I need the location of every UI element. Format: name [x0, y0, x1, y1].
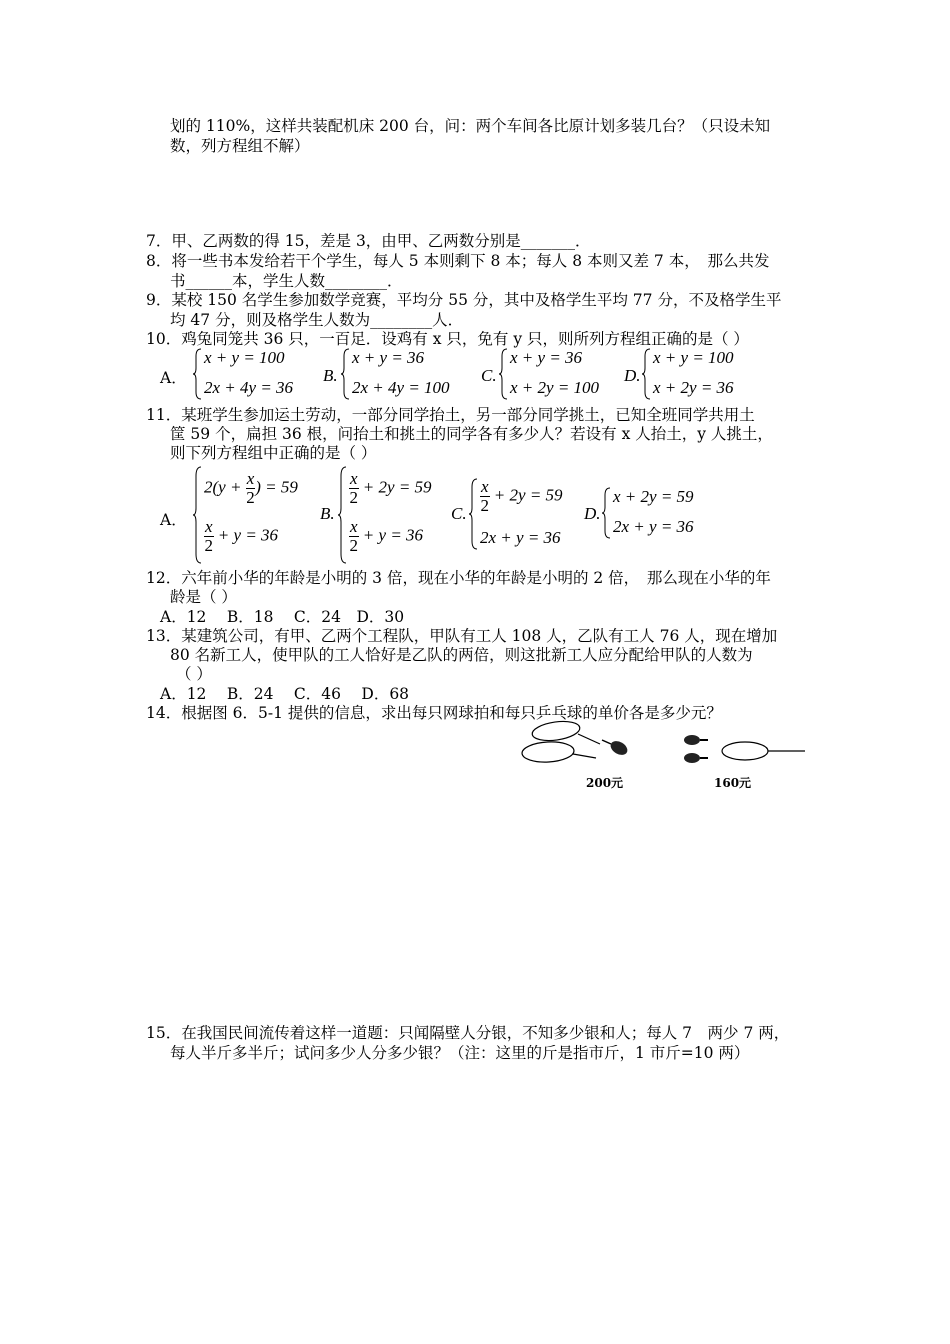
q11-d-eq1: x + 2y = 59: [613, 487, 694, 506]
racket-illustration: [518, 718, 810, 774]
q11-c-system: $\frac{x}{2}$ + 2y = 59 2x + y = 36: [468, 478, 588, 550]
q15-line1: 15．在我国民间流传着这样一道题：只闻隔壁人分银，不知多少银和人；每人 7 两少 7 两，: [146, 1024, 790, 1042]
q11-a-label: A．: [160, 511, 187, 529]
q10-b-system: [340, 348, 470, 400]
q13-options: A．12 B．24 C．46 D．68: [160, 685, 410, 703]
q6-line1: 划的 110%，这样共装配机床 200 台，问：两个车间各比原计划多装几台？（只设未知: [170, 117, 771, 135]
q15-line2: 每人半斤多半斤；试问多少人分多少银？（注：这里的斤是指市斤，1 市斤=10 两）: [170, 1044, 750, 1062]
brace-icon: [468, 478, 478, 550]
brace-icon: [498, 348, 508, 400]
q11-b-label: B.: [320, 504, 335, 523]
q8-line1: 8．将一些书本发给若干个学生，每人 5 本则剩下 8 本；每人 8 本则又差 7 本， 那么共发: [146, 252, 770, 270]
q8-line2: 书______本，学生人数________．: [170, 272, 403, 290]
q11-d-eq2: 2x + y = 36: [613, 517, 694, 536]
q14-figure: [518, 718, 810, 796]
q10-b-eq1: x + y = 36: [352, 348, 425, 367]
q13-line2: 80 名新工人，使甲队的工人恰好是乙队的两倍，则这批新工人应分配给甲队的人数为: [170, 646, 753, 664]
brace-icon: [641, 348, 651, 400]
q10-b-label: B.: [323, 366, 338, 385]
q11-d-label: D.: [584, 504, 601, 523]
q13-line1: 13．某建筑公司，有甲、乙两个工程队，甲队有工人 108 人，乙队有工人 76 人，现在增加: [146, 627, 778, 645]
q11-a-system: 2(y + $\frac{x}{2}$ ) = 59 $\frac{x}{2}$ + y = 36: [192, 466, 317, 564]
q11-b-system: $\frac{x}{2}$ + 2y = 59 $\frac{x}{2}$ + y = 36: [337, 466, 452, 564]
q10-b-eq2: 2x + 4y = 100: [352, 378, 450, 397]
q13-line3: （ ）: [176, 665, 212, 683]
q12-options: A．12 B．18 C．24 D．30: [160, 608, 405, 626]
q10-stem: 10．鸡兔同笼共 36 只，一百足．设鸡有 x 只，免有 y 只，则所列方程组正确的是（ ）: [146, 330, 749, 348]
q10-d-label: D.: [624, 366, 641, 385]
q12-line2: 龄是（ ）: [170, 588, 237, 606]
brace-icon: [340, 348, 350, 400]
q10-a-eq1: x + y = 100: [204, 348, 285, 367]
q11-line1: 11．某班学生参加运土劳动，一部分同学抬土，另一部分同学挑土，已知全班同学共用土: [146, 406, 755, 424]
q10-a-system: [192, 348, 312, 400]
q6-line2: 数，列方程组不解）: [170, 137, 310, 155]
q9-line2: 均 47 分，则及格学生人数为________人．: [170, 311, 464, 329]
q10-d-system: [641, 348, 761, 400]
q11-d-system: [601, 487, 721, 539]
q10-c-eq2: x + 2y = 100: [510, 378, 600, 397]
brace-icon: [337, 466, 347, 564]
q9-line1: 9．某校 150 名学生参加数学竞赛，平均分 55 分，其中及格学生平均 77 分，不及格学生平: [146, 291, 782, 309]
q10-c-eq1: x + y = 36: [510, 348, 583, 367]
q12-line1: 12．六年前小华的年龄是小明的 3 倍，现在小华的年龄是小明的 2 倍， 那么现在小华的年: [146, 569, 771, 587]
q11-line2: 筐 59 个，扁担 36 根，问抬土和挑土的同学各有多少人？若设有 x 人抬土，y 人挑土，: [170, 425, 773, 443]
q11-c-label: C.: [451, 504, 467, 523]
q10-a-label: A．: [160, 369, 187, 387]
q7-text: 7．甲、乙两数的得 15，差是 3，由甲、乙两数分别是_______．: [146, 232, 591, 250]
q10-d-eq2: x + 2y = 36: [653, 378, 734, 397]
q14-stem: 14．根据图 6．5-1 提供的信息，求出每只网球拍和每只乒乓球的单价各是多少元？: [146, 704, 722, 722]
q11-line3: 则下列方程组中正确的是（ ）: [170, 444, 377, 462]
price-label-160: 160元: [714, 776, 752, 790]
brace-icon: [601, 487, 611, 539]
price-label-200: 200元: [586, 776, 624, 790]
q10-d-eq1: x + y = 100: [653, 348, 734, 367]
q10-a-eq2: 2x + 4y = 36: [204, 378, 294, 397]
q10-c-system: [498, 348, 618, 400]
brace-icon: [192, 466, 202, 564]
brace-icon: [192, 348, 202, 400]
q10-c-label: C.: [481, 366, 497, 385]
